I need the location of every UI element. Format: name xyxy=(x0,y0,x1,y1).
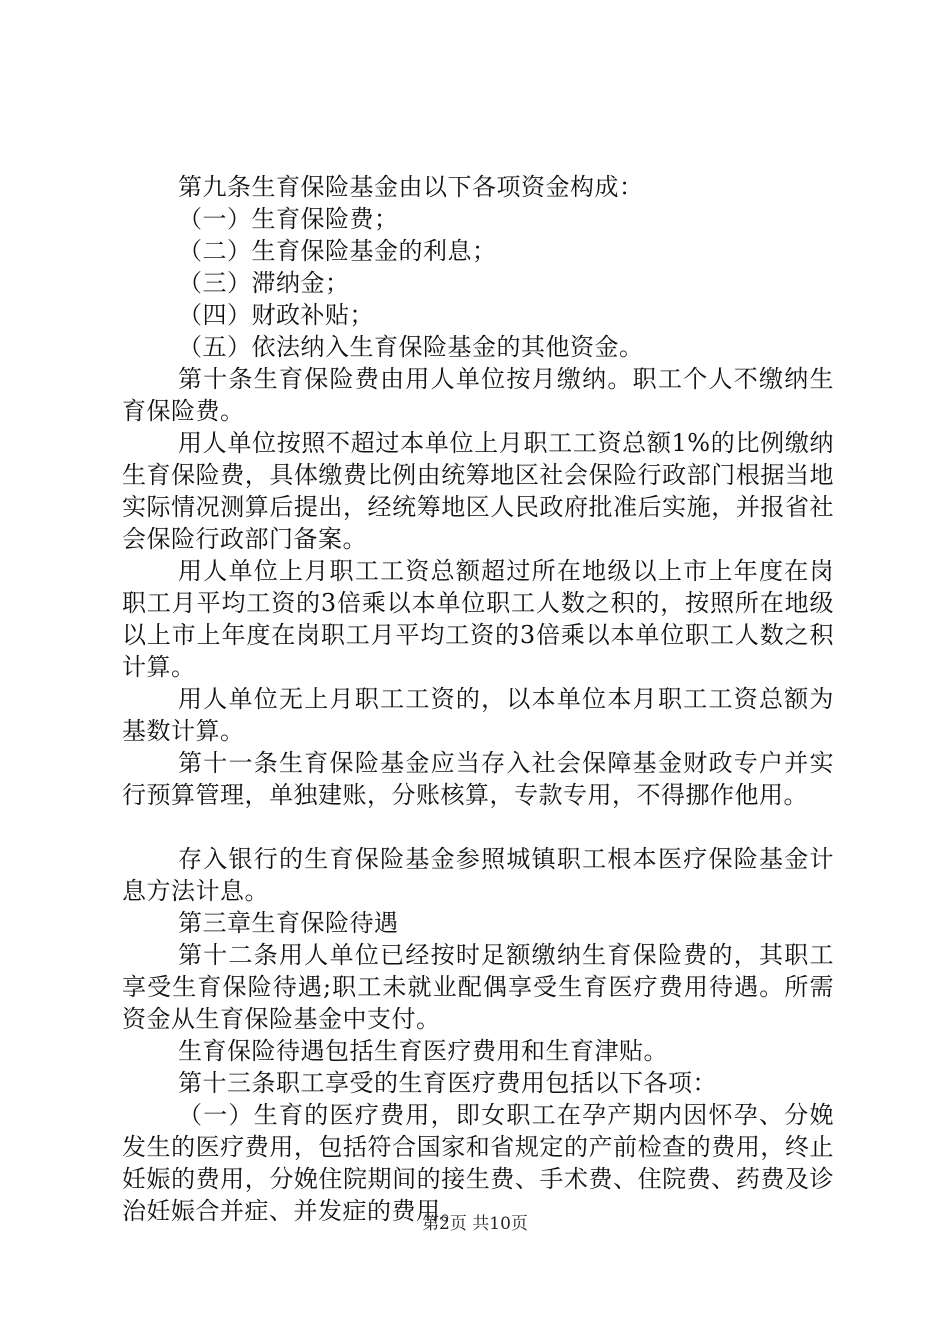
paragraph-contribution-rate: 用人单位按照不超过本单位上月职工工资总额1%的比例缴纳生育保险费，具体缴费比例由统筹地区社会保险行政部门根据当地实际情况测算后提出，经统筹地区人民政府批准后实施，并报省社会保险行政部门备案。 xyxy=(122,429,834,553)
paragraph-article-10: 第十条生育保险费由用人单位按月缴纳。职工个人不缴纳生育保险费。 xyxy=(122,365,834,425)
paragraph-item-2: （二）生育保险基金的利息； xyxy=(178,237,497,265)
paragraph-article-13: 第十三条职工享受的生育医疗费用包括以下各项： xyxy=(178,1069,717,1097)
paragraph-contribution-base: 用人单位无上月职工工资的，以本单位本月职工工资总额为基数计算。 xyxy=(122,685,834,745)
paragraph-bank-interest: 存入银行的生育保险基金参照城镇职工根本医疗保险基金计息方法计息。 xyxy=(122,845,834,905)
paragraph-item-1: （一）生育保险费； xyxy=(178,205,399,233)
paragraph-article-12: 第十二条用人单位已经按时足额缴纳生育保险费的，其职工享受生育保险待遇;职工未就业配偶享受生育医疗费用待遇。所需资金从生育保险基金中支付。 xyxy=(122,941,834,1033)
paragraph-contribution-cap: 用人单位上月职工工资总额超过所在地级以上市上年度在岗职工月平均工资的3倍乘以本单位职工人数之积的，按照所在地级以上市上年度在岗职工月平均工资的3倍乘以本单位职工人数之积计算。 xyxy=(122,557,834,681)
paragraph-benefits-scope: 生育保险待遇包括生育医疗费用和生育津贴。 xyxy=(178,1037,668,1065)
document-body xyxy=(122,171,834,1227)
paragraph-item-4: （四）财政补贴； xyxy=(178,301,374,329)
page-number: 第2页 共10页 xyxy=(422,1214,528,1234)
paragraph-article-9: 第九条生育保险基金由以下各项资金构成： xyxy=(178,173,644,201)
chapter-heading: 第三章生育保险待遇 xyxy=(178,909,399,937)
paragraph-medical-costs: （一）生育的医疗费用，即女职工在孕产期内因怀孕、分娩发生的医疗费用，包括符合国家和省规定的产前检查的费用，终止妊娠的费用，分娩住院期间的接生费、手术费、住院费、药费及诊治妊娠合并症、并发症的费用。 xyxy=(122,1101,834,1225)
paragraph-item-3: （三）滞纳金； xyxy=(178,269,350,297)
paragraph-item-5: （五）依法纳入生育保险基金的其他资金。 xyxy=(178,333,644,361)
paragraph-article-11: 第十一条生育保险基金应当存入社会保障基金财政专户并实行预算管理，单独建账，分账核算，专款专用，不得挪作他用。 xyxy=(122,749,834,809)
paragraph-spacer xyxy=(122,811,834,843)
